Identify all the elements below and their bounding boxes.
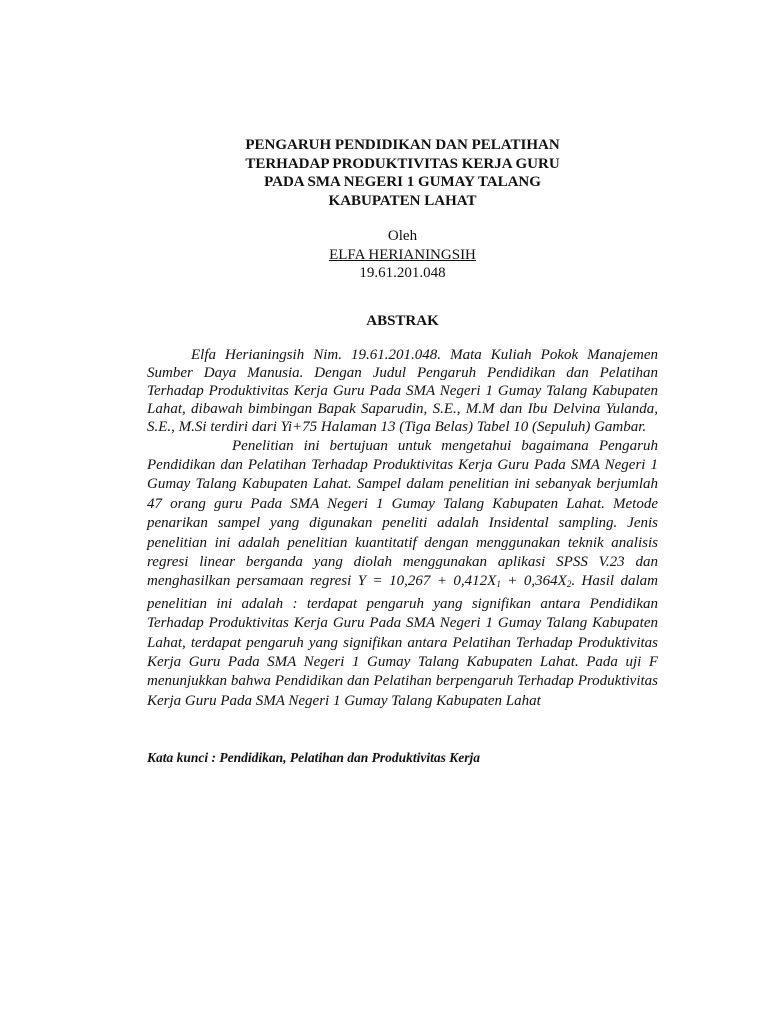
abstract-heading: ABSTRAK: [366, 312, 439, 329]
document-page: [147, 136, 658, 767]
title-line-3: PADA SMA NEGERI 1 GUMAY TALANG: [264, 174, 541, 190]
abstract-paragraph-1: Elfa Herianingsih Nim. 19.61.201.048. Mata Kuliah Pokok Manajemen Sumber Daya Manusia. Dengan Judul Pengaruh Pendidikan dan Pelatihan Terhadap Produktivitas Kerja Guru Pada SMA Negeri 1 Gumay Talang Kabupaten Lahat, dibawah bimbingan Bapak Saparudin, S.E., M.M dan Ibu Delvina Yulanda, S.E., M.Si terdiri dari Yi+75 Halaman 13 (Tiga Belas) Tabel 10 (Sepuluh) Gambar.: [147, 346, 658, 436]
author-nim: 19.61.201.048: [359, 265, 446, 281]
abstract-paragraph-2: [147, 437, 658, 712]
subscript-1: 1: [496, 579, 501, 590]
paragraph-2-text-b: + 0,364X: [500, 573, 567, 590]
paragraph-2-text-a: Penelitian ini bertujuan untuk mengetahui bagaimana Pengaruh Pendidikan dan Pelatihan Terhadap Produktivitas Kerja Guru Pada SMA Negeri 1 Gumay Talang Kabupaten Lahat. Sampel dalam penelitian ini sebanyak berjumlah 47 orang guru Pada SMA Negeri 1 Gumay Talang Kabupaten Lahat. Metode penarikan sampel yang digunakan peneliti adalah Insidental sampling. Jenis penelitian ini adalah penelitian kuantitatif dengan menggunakan teknik analisis regresi linear berganda yang diolah menggunakan aplikasi SPSS V.23 dan menghasilkan persamaan regresi Y = 10,267 + 0,412X: [147, 437, 658, 590]
author-block: [147, 227, 658, 283]
title-line-4: KABUPATEN LAHAT: [328, 192, 477, 209]
by-label: Oleh: [387, 228, 418, 244]
paragraph-2-text-c: . Hasil dalam penelitian ini adalah : terdapat pengaruh yang signifikan antara Pendidikan Terhadap Produktivitas Kerja Guru Pada SMA Negeri 1 Gumay Talang Kabupaten Lahat, terdapat pengaruh yang signifikan antara Pelatihan Terhadap Produktivitas Kerja Guru Pada SMA Negeri 1 Gumay Talang Kabupaten Lahat. Pada uji F menunjukkan bahwa Pendidikan dan Pelatihan berpengaruh Terhadap Produktivitas Kerja Guru Pada SMA Negeri 1 Gumay Talang Kabupaten Lahat: [147, 573, 658, 709]
title-line-2: TERHADAP PRODUKTIVITAS KERJA GURU: [245, 155, 560, 172]
keywords: Kata kunci : Pendidikan, Pelatihan dan Produktivitas Kerja: [147, 750, 481, 766]
document-title: [147, 136, 658, 210]
subscript-2: 2: [566, 579, 572, 590]
title-line-1: PENGARUH PENDIDIKAN DAN PELATIHAN: [245, 137, 560, 153]
author-name: ELFA HERIANINGSIH: [329, 246, 476, 263]
